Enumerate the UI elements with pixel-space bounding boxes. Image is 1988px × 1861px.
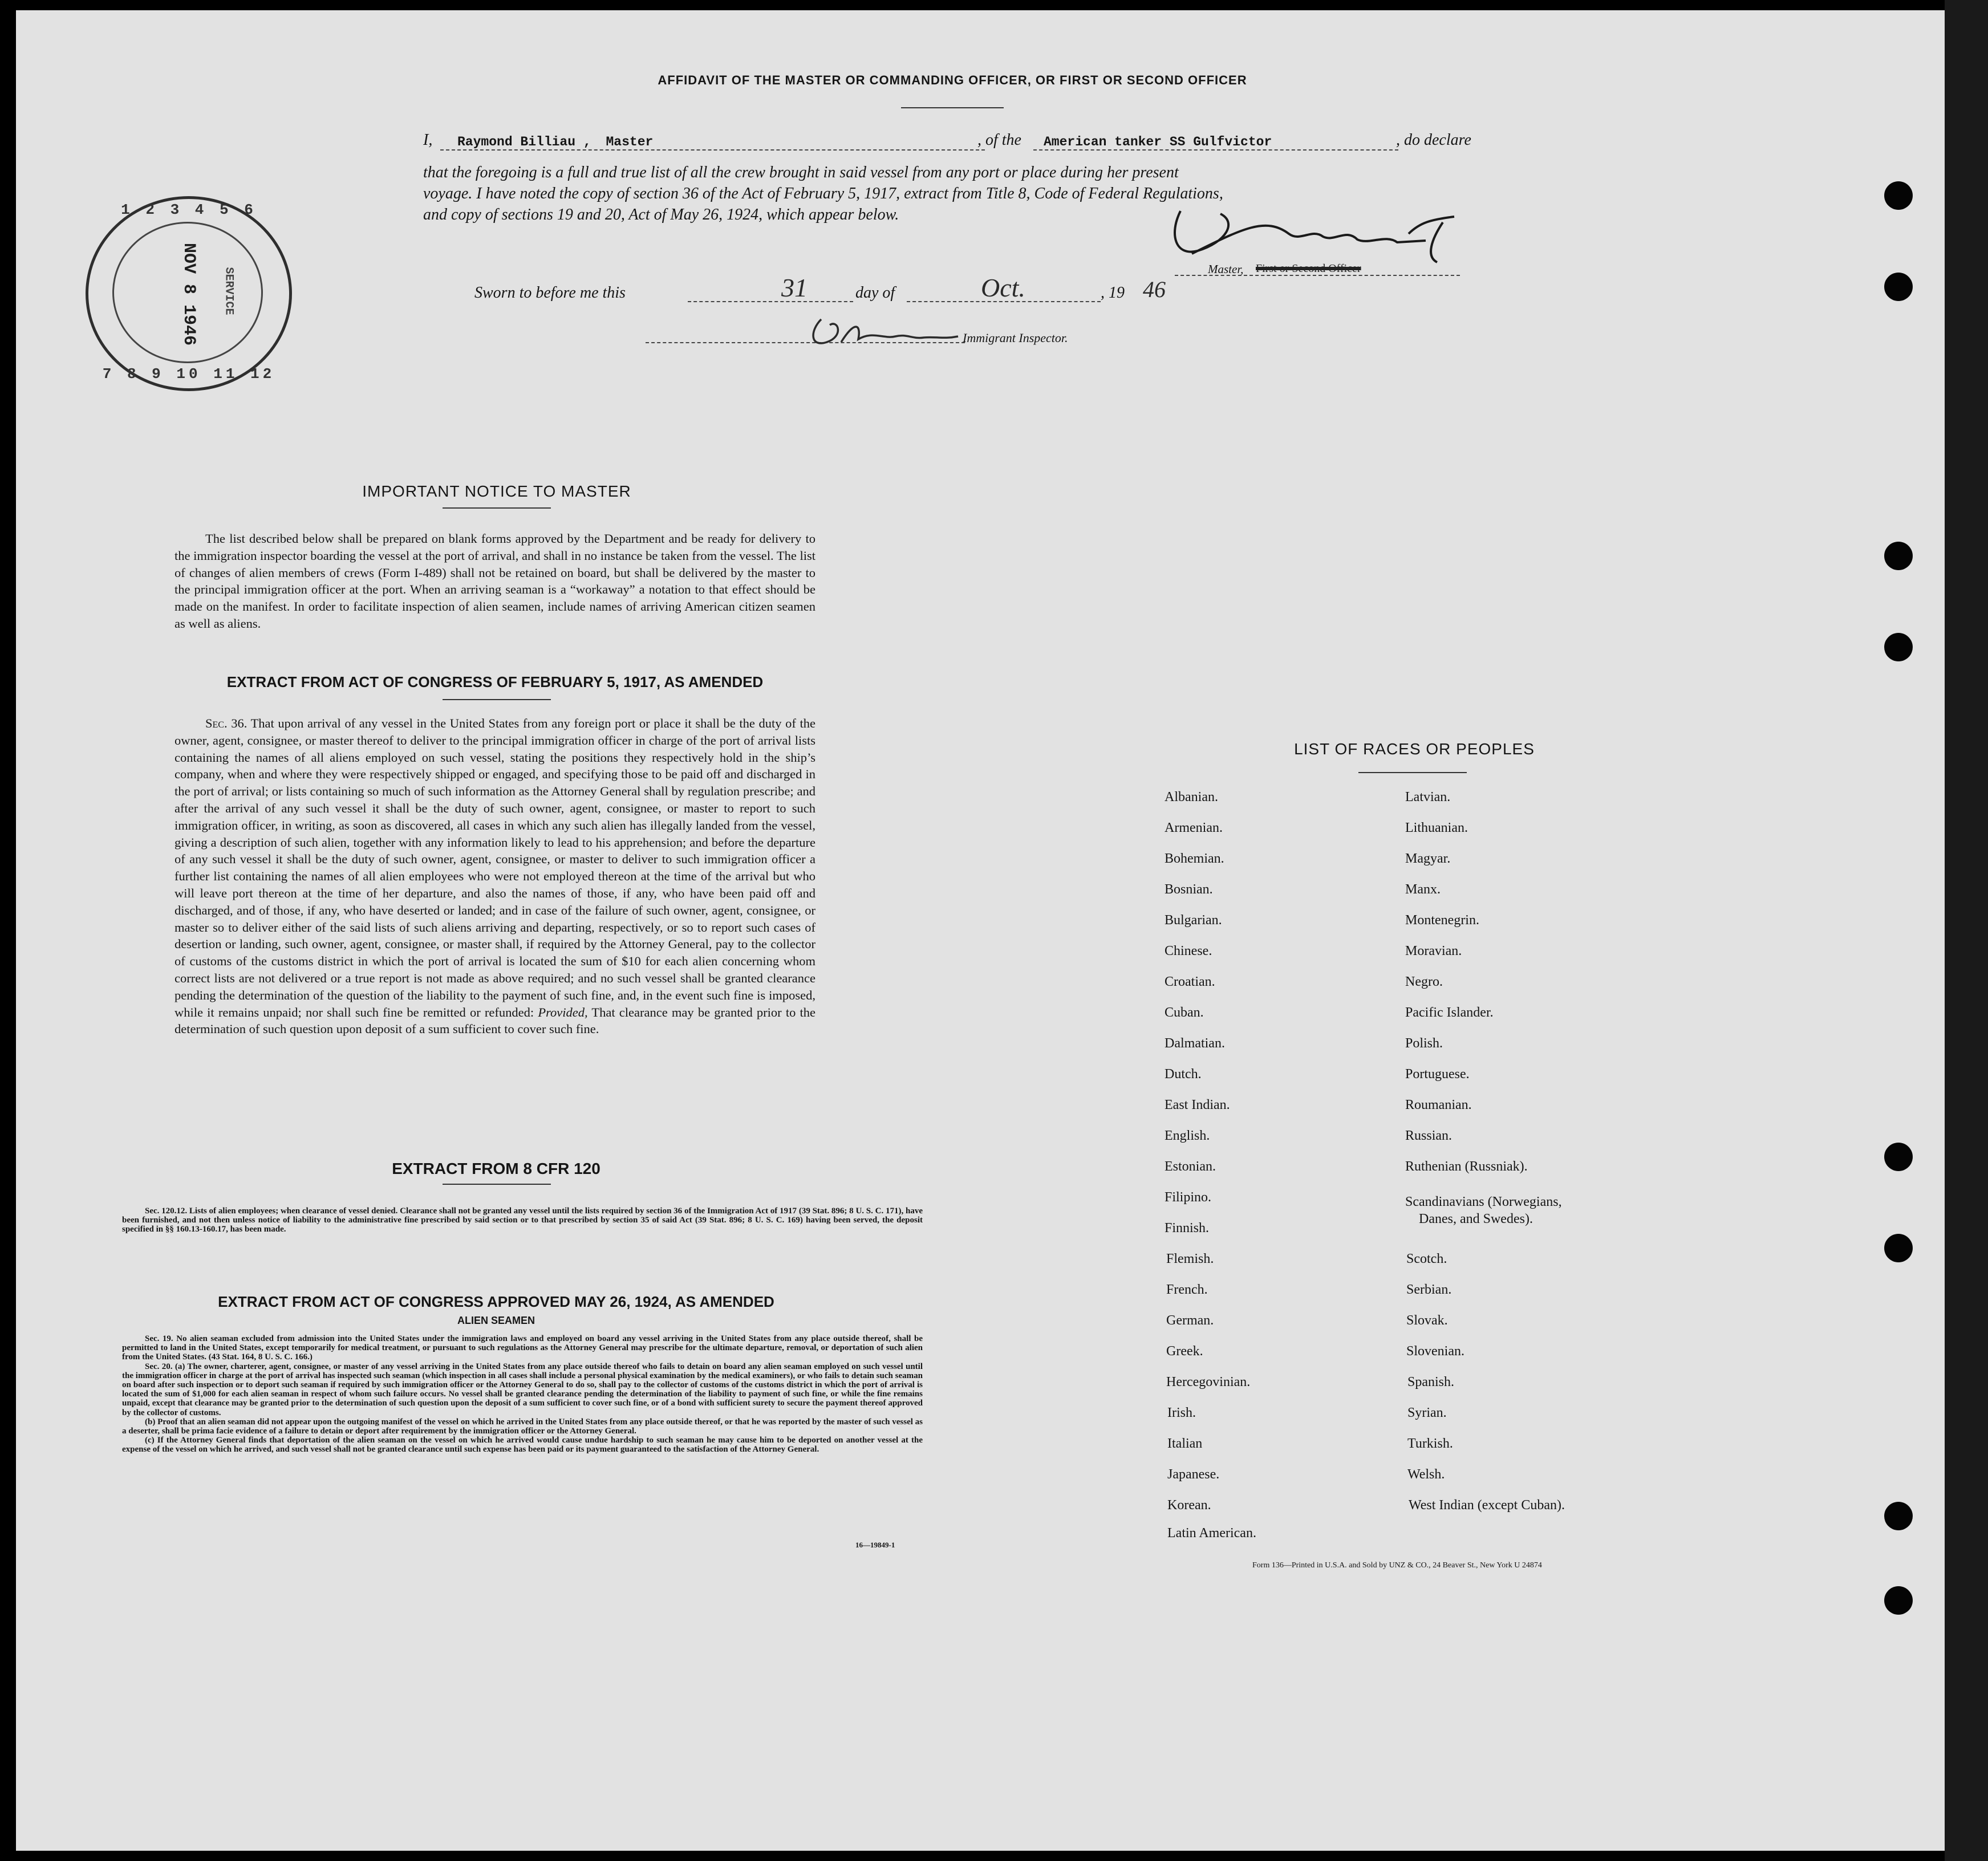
race-item: Japanese. (1167, 1467, 1220, 1482)
master-name-field: Raymond Billiau (457, 135, 576, 149)
race-item: Albanian. (1165, 790, 1218, 804)
affidavit-title: AFFIDAVIT OF THE MASTER OR COMMANDING OFFICER, OR FIRST OR SECOND OFFICER (658, 73, 1247, 87)
race-item: Irish. (1167, 1405, 1196, 1420)
race-item: East Indian. (1165, 1098, 1230, 1112)
race-item: Moravian. (1405, 944, 1462, 958)
cfr-body: Sec. 120.12. Lists of alien employees; when clearance of vessel denied. Clearance shall not be granted any vessel until the lists required by section 36 of the Immigration Act of 1917 (39 Stat. 896; 8 U. S. C. 171), have been furnished, and not then unless notice of liability to the administrative fine prescribed by said section or to that prescribed by section 35 of said Act (39 Stat. 896; 8 U. S. C. 169) having been served, the deposit specified in §§ 160.13-160.17, has been made. (122, 1206, 923, 1234)
race-item: Pacific Islander. (1405, 1005, 1494, 1020)
race-item: Estonian. (1165, 1159, 1216, 1174)
sworn-month-field: Oct. (981, 273, 1025, 302)
inspector-signature (798, 308, 969, 353)
extract-1917-title: EXTRACT FROM ACT OF CONGRESS OF FEBRUARY 5, 1917, AS AMENDED (226, 673, 764, 690)
race-item: Armenian. (1165, 820, 1223, 835)
sworn-year-field: 46 (1143, 277, 1166, 302)
day-of-label: day of (855, 284, 895, 302)
signature-line (1175, 275, 1460, 276)
stamp-text: SERVICE (222, 267, 236, 315)
extract-1924-subtitle: ALIEN SEAMEN (457, 1315, 535, 1326)
master-signature (1158, 188, 1466, 268)
race-item: Turkish. (1407, 1436, 1453, 1451)
race-item: Negro. (1405, 974, 1443, 989)
inspector-label: Immigrant Inspector. (963, 331, 1068, 345)
stamp-date: NOV 8 1946 (179, 242, 198, 346)
declaration-text: that the foregoing is a full and true list of all the crew brought in said vessel from any port or place during her present voyage. I have noted the copy of section 36 of the Act of February 5, 1917, extract from Title 8, Code of Federal Regulations, and copy of sections 19 and 20, Act of May 26, 1924, which appear below. (423, 164, 1223, 224)
declaration-line-name: I, Raymond Billiau , Master , of the American tanker SS Gulfvictor , do declare (423, 131, 1471, 149)
race-item: Bohemian. (1165, 851, 1224, 866)
race-item: Bosnian. (1165, 882, 1213, 897)
extract-1924-title: EXTRACT FROM ACT OF CONGRESS APPROVED MAY 26, 1924, AS AMENDED (218, 1293, 774, 1310)
binder-hole (1884, 633, 1913, 661)
race-item: West Indian (except Cuban). (1409, 1498, 1565, 1513)
binder-hole (1884, 273, 1913, 301)
binder-hole (1884, 1234, 1913, 1262)
races-title: LIST OF RACES OR PEOPLES (1294, 740, 1535, 758)
race-item: Bulgarian. (1165, 913, 1222, 928)
binder-hole (1884, 1586, 1913, 1615)
race-item: Slovak. (1406, 1313, 1448, 1328)
race-item: Spanish. (1407, 1375, 1455, 1389)
race-item: Montenegrin. (1405, 913, 1479, 928)
race-item: Roumanian. (1405, 1098, 1472, 1112)
race-item: Filipino. (1165, 1190, 1212, 1205)
race-item: Portuguese. (1405, 1067, 1470, 1082)
extract-1917-body: Sec. 36. That upon arrival of any vessel in the United States from any foreign port or place it shall be the duty of the owner, agent, consignee, or master thereof to deliver to the principal immigration officer in charge of the port of arrival lists containing the names of all aliens employed on such vessel, stating the positions they respectively hold in the ship’s company, when and where they were respectively shipped or engaged, and specifying those to be paid off and discharged in the port of arrival; or lists containing so much of such information as the Attorney General shall by regulation prescribe; and after the arrival of any such vessel it shall be the duty of such owner, agent, consignee, or master to report to such immigration officer, in writing, as soon as discovered, all cases in which any such alien has illegally landed from the vessel, giving a description of such alien, together with any information likely to lead to his apprehension; and before the departure of any such vessel it shall be the duty of such owner, agent, consignee, or master to deliver to such immigration officer a further list containing the names of all alien employees who were not employed thereon at the time of the arrival but who will leave port thereon at the time of her departure, and also the names of those, if any, who have been paid off and discharged, and of those, if any, who have deserted or landed; and in case of the failure of such owner, agent, consignee, or master so to deliver either of the said lists of such aliens arriving and departing, respectively, or so to report such cases of desertion or landing, such owner, agent, consignee, or master shall, if required by the Attorney General, pay to the collector of customs of the customs district in which the port of arrival is located the sum of $10 for each alien concerning whom correct lists are not delivered or a true report is not made as above required; and no such vessel shall be granted clearance pending the determination of the question of the liability to the payment of such fine, and, in the event such fine is imposed, while it remains unpaid; nor shall such fine be remitted or refunded: Provided, That clearance may be granted prior to the determination of such question upon deposit of a sum sufficient to cover such fine. (175, 716, 816, 1037)
race-item: Cuban. (1165, 1005, 1204, 1020)
notice-body: The list described below shall be prepared on blank forms approved by the Department and be ready for delivery to the immigration inspector boarding the vessel at the port of arrival, and shall in no instance be taken from the vessel. The list of changes of alien members of crews (Form I-489) shall not be retained on board, but shall be delivered by the master to the principal immigration officer at the port. When an arriving seaman is a “workaway” a notation to that effect should be made on the manifest. In order to facilitate inspection of alien seamen, include names of arriving American citizen seamen as well as aliens. (175, 531, 816, 631)
race-item: Russian. (1405, 1128, 1453, 1143)
race-item: English. (1165, 1128, 1210, 1143)
rank-field: Master (606, 135, 654, 149)
race-item: Flemish. (1166, 1251, 1214, 1266)
master-label: Master, (1208, 262, 1244, 276)
race-item: German. (1166, 1313, 1214, 1328)
race-item: Latvian. (1405, 790, 1451, 804)
sworn-label: Sworn to before me this (474, 284, 626, 302)
race-item: Manx. (1405, 882, 1441, 897)
sworn-day-field: 31 (781, 273, 808, 302)
scan-edge (1945, 0, 1988, 1861)
vessel-name-field: American tanker SS Gulfvictor (1044, 135, 1272, 149)
year-label: , 19 (1101, 284, 1125, 302)
form-code: 16—19849-1 (855, 1541, 895, 1549)
race-item: Syrian. (1407, 1405, 1447, 1420)
race-item: Serbian. (1406, 1282, 1452, 1297)
race-item-continued: Danes, and Swedes). (1419, 1212, 1533, 1226)
race-item: Scandinavians (Norwegians, (1405, 1194, 1562, 1209)
race-item: Welsh. (1407, 1467, 1445, 1482)
race-item: French. (1166, 1282, 1208, 1297)
cfr-title: EXTRACT FROM 8 CFR 120 (392, 1160, 601, 1177)
race-item: Chinese. (1165, 944, 1212, 958)
race-item: Ruthenian (Russniak). (1405, 1159, 1528, 1174)
race-item: Dutch. (1165, 1067, 1202, 1082)
binder-hole (1884, 1502, 1913, 1530)
title-rule (901, 107, 1004, 108)
binder-hole (1884, 542, 1913, 570)
struck-officer-label: First or Second Officer (1256, 262, 1361, 275)
notice-title: IMPORTANT NOTICE TO MASTER (362, 482, 631, 500)
race-item: Korean. (1167, 1498, 1211, 1513)
race-item: Finnish. (1165, 1221, 1210, 1236)
race-item: Croatian. (1165, 974, 1215, 989)
race-item: Magyar. (1405, 851, 1451, 866)
binder-hole (1884, 181, 1913, 210)
race-item: Hercegovinian. (1166, 1375, 1251, 1389)
race-item: Scotch. (1406, 1251, 1447, 1266)
extract-1924-body: Sec. 19. No alien seaman excluded from admission into the United States under the immigration laws and employed on board any vessel arriving in the United States from any place outside thereof, shall be permitted to land in the United States, except temporarily for medical treatment, or pursuant to such regulations as the Attorney General may prescribe for the ultimate departure, removal, or deportation of such alien from the United States. (43 Stat. 164, 8 U. S. C. 166.) Sec. 20. (a) The owner, charterer, agent, consignee, or master of any vessel arriving in the United States from any place outside thereof who fails to detain on board any alien seaman employed on such vessel until the immigration officer in charge at the port of arrival has inspected such seaman (which inspection in all cases shall include a personal physical examination by the medical examiners), or who fails to detain such seaman on board after such inspection or to deport such seaman if required by such immigration officer or the Attorney General to do so, shall pay to the collector of customs of the customs district in which the port of arrival is located the sum of $1,000 for each alien seaman in respect of whom such failure occurs. No vessel shall be granted clearance pending the determination of the liability to payment of such fine, or while the fine remains unpaid, except that clearance may be granted prior to the determination of such question upon the deposit of a sum sufficient to cover such fine, or of a bond with sufficient surety to secure the payment thereof approved by the collector of customs. (b) Proof that an alien seaman did not appear upon the outgoing manifest of the vessel on which he arrived in the United States from any place outside thereof, or that he was reported by the master of such vessel as a deserter, shall be prima facie evidence of a failure to detain or deport after requirement by the immigration officer or the Attorney General. (c) If the Attorney General finds that deportation of the alien seaman on the vessel on which he arrived would cause undue hardship to such seaman he may cause him to be deported on another vessel at the expense of the vessel on which he arrived, and such vessel shall not be granted clearance until such expense has been paid or its payment guaranteed to the satisfaction of the Attorney General. (122, 1334, 923, 1454)
race-item: Latin American. (1167, 1526, 1256, 1541)
printer-footer: Form 136—Printed in U.S.A. and Sold by UNZ & CO., 24 Beaver St., New York U 24874 (1252, 1561, 1542, 1570)
race-item: Lithuanian. (1405, 820, 1468, 835)
race-item: Greek. (1166, 1344, 1203, 1359)
immigration-stamp: 1 2 3 4 5 6 7 8 9 10 11 12 NOV 8 1946 SERVICE (86, 196, 292, 391)
race-item: Polish. (1405, 1036, 1443, 1051)
binder-hole (1884, 1143, 1913, 1171)
race-item: Slovenian. (1406, 1344, 1464, 1359)
race-item: Italian (1167, 1436, 1203, 1451)
race-item: Dalmatian. (1165, 1036, 1225, 1051)
